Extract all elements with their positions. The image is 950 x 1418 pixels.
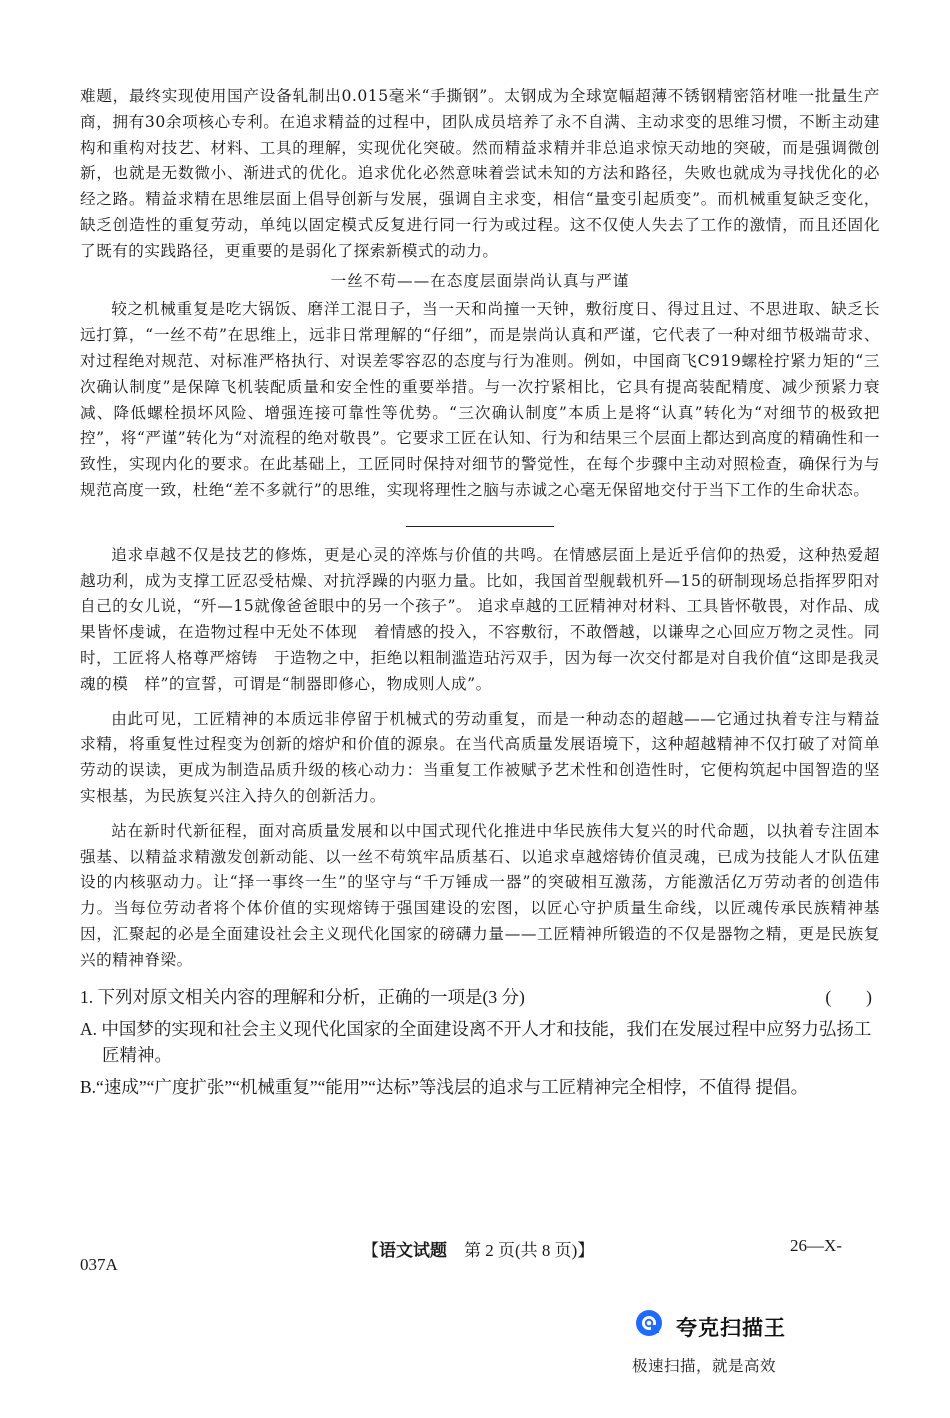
quark-logo-icon (634, 1308, 664, 1338)
section-divider (406, 526, 554, 527)
section-subheading: 一丝不苟——在态度层面崇尚认真与严谨 (330, 271, 630, 290)
footer-exam-code-cont: 037A (80, 1255, 118, 1274)
paragraph-intro: 难题，最终实现使用国产设备轧制出0.015毫米“手撕钢”。太钢成为全球宽幅超薄不锈钢精密箔材唯一批量生产商，拥有30余项核心专利。在追求精益的过程中，团队成员培养了永不自满、主动求变的思维习惯，不断主动建构和重构对技艺、材料、工具的理解，实现优化突破。然而精益求精并非总追求惊天动地的突破，而是强调微创新，也就是无数微小、渐进式的优化。追求优化必然意味着尝试未知的方法和路径，失败也就成为寻找优化的必经之路。精益求精在思维层面上倡导创新与发展，强调自主求变，相信“量变引起质变”。而机械重复缺乏变化，缺乏创造性的重复劳动，单纯以固定模式反复进行同一行为或过程。这不仅使人失去了工作的激情，而且还固化了既有的实践路径，更重要的是弱化了探索新模式的动力。 (80, 87, 880, 260)
footer-subject: 语文试题 (379, 1241, 447, 1260)
option-a: A. 中国梦的实现和社会主义现代化国家的全面建设离不开人才和技能，我们在发展过程中应努力弘扬工匠精神。 (80, 1018, 872, 1065)
footer-exam-code: 26—X- (790, 1236, 842, 1255)
paragraph-essence: 由此可见，工匠精神的本质远非停留于机械式的劳动重复，而是一种动态的超越——它通过执着专注与精益求精，将重复性过程变为创新的熔炉和价值的源泉。在当代高质量发展语境下，这种超越精神不仅打破了对简单劳动的误读，更成为制造品质升级的核心动力：当重复工作被赋予艺术性和创造性时，它便构筑起中国智造的坚实根基，为民族复兴注入持久的创新活力。 (80, 709, 880, 805)
question-1 (80, 984, 880, 1010)
scanner-brand-name: 夸克扫描王 (676, 1316, 786, 1340)
paragraph-excellence: 追求卓越不仅是技艺的修炼，更是心灵的淬炼与价值的共鸣。在情感层面上是近乎信仰的热爱，这种热爱超越功利，成为支撑工匠忍受枯燥、对抗浮躁的内驱力量。比如，我国首型舰载机歼—15的研制现场总指挥罗阳对自己的女儿说，“歼—15就像爸爸眼中的另一个孩子”。 追求卓越的工匠精神对材料、工具皆怀敬畏，对作品、成果皆怀虔诚，在造物过程中无处不体现 着情感的投入，不容敷衍，不敢僭越，以谦卑之心回应万物之灵性。同时，工匠将人格尊严熔铸 于造物之中，拒绝以粗制滥造玷污双手，因为每一次交付都是对自我价值“这即是我灵魂的模 样”的宣誓，可谓是“制器即修心，物成则人成”。 (80, 545, 880, 693)
footer-page-info: 第 2 页(共 8 页) (447, 1241, 578, 1260)
document-page (80, 84, 880, 1100)
paragraph-meticulous: 较之机械重复是吃大锅饭、磨洋工混日子，当一天和尚撞一天钟，敷衍度日、得过且过、不思进取、缺乏长远打算，“一丝不苟”在思维上，远非日常理解的“仔细”，而是崇尚认真和严谨，它代表了一种对细节极端苛求、对过程绝对规范、对标准严格执行、对误差零容忍的态度与行为准则。例如，中国商飞C919螺栓拧紧力矩的“三次确认制度”是保障飞机装配质量和安全性的重要举措。与一次拧紧相比，它具有提高装配精度、减少预紧力衰减、降低螺栓损坏风险、增强连接可靠性等优势。“三次确认制度”本质上是将“认真”转化为“对细节的极致把控”，将“严谨”转化为“对流程的绝对敬畏”。它要求工匠在认知、行为和结果三个层面上都达到高度的精确性和一致性，实现内化的要求。在此基础上，工匠同时保持对细节的警觉性，在每个步骤中主动对照检查，确保行为与规范高度一致，杜绝“差不多就行”的思维，实现将理性之脑与赤诚之心毫无保留地交付于当下工作的生命状态。 (80, 300, 880, 499)
scanner-slogan: 极速扫描，就是高效 (632, 1357, 777, 1375)
option-b: B.“速成”“广度扩张”“机械重复”“能用”“达标”等浅层的追求与工匠精神完全相悖，不值得 提倡。 (80, 1076, 809, 1097)
paragraph-new-era: 站在新时代新征程，面对高质量发展和以中国式现代化推进中华民族伟大复兴的时代命题，以执着专注固本强基、以精益求精激发创新动能、以一丝不苟筑牢品质基石、以追求卓越熔铸价值灵魂，已成为技能人才队伍建设的内核驱动力。让“择一事终一生”的坚守与“千万锤成一器”的突破相互激荡，方能激活亿万劳动者的创造伟力。当每位劳动者将个体价值的实现熔铸于强国建设的宏图，以匠心守护质量生命线，以匠魂传承民族精神基因，汇聚起的必是全面建设社会主义现代化国家的磅礴力量——工匠精神所锻造的不仅是器物之精，更是民族复兴的精神脊梁。 (80, 821, 880, 969)
question-stem: 1. 下列对原文相关内容的理解和分析，正确的一项是(3 分) (80, 986, 525, 1007)
scanner-watermark (632, 1306, 852, 1376)
answer-blank: ( ) (825, 986, 872, 1007)
footer-page-label: 【语文试题 第 2 页(共 8 页)】 (362, 1241, 595, 1260)
